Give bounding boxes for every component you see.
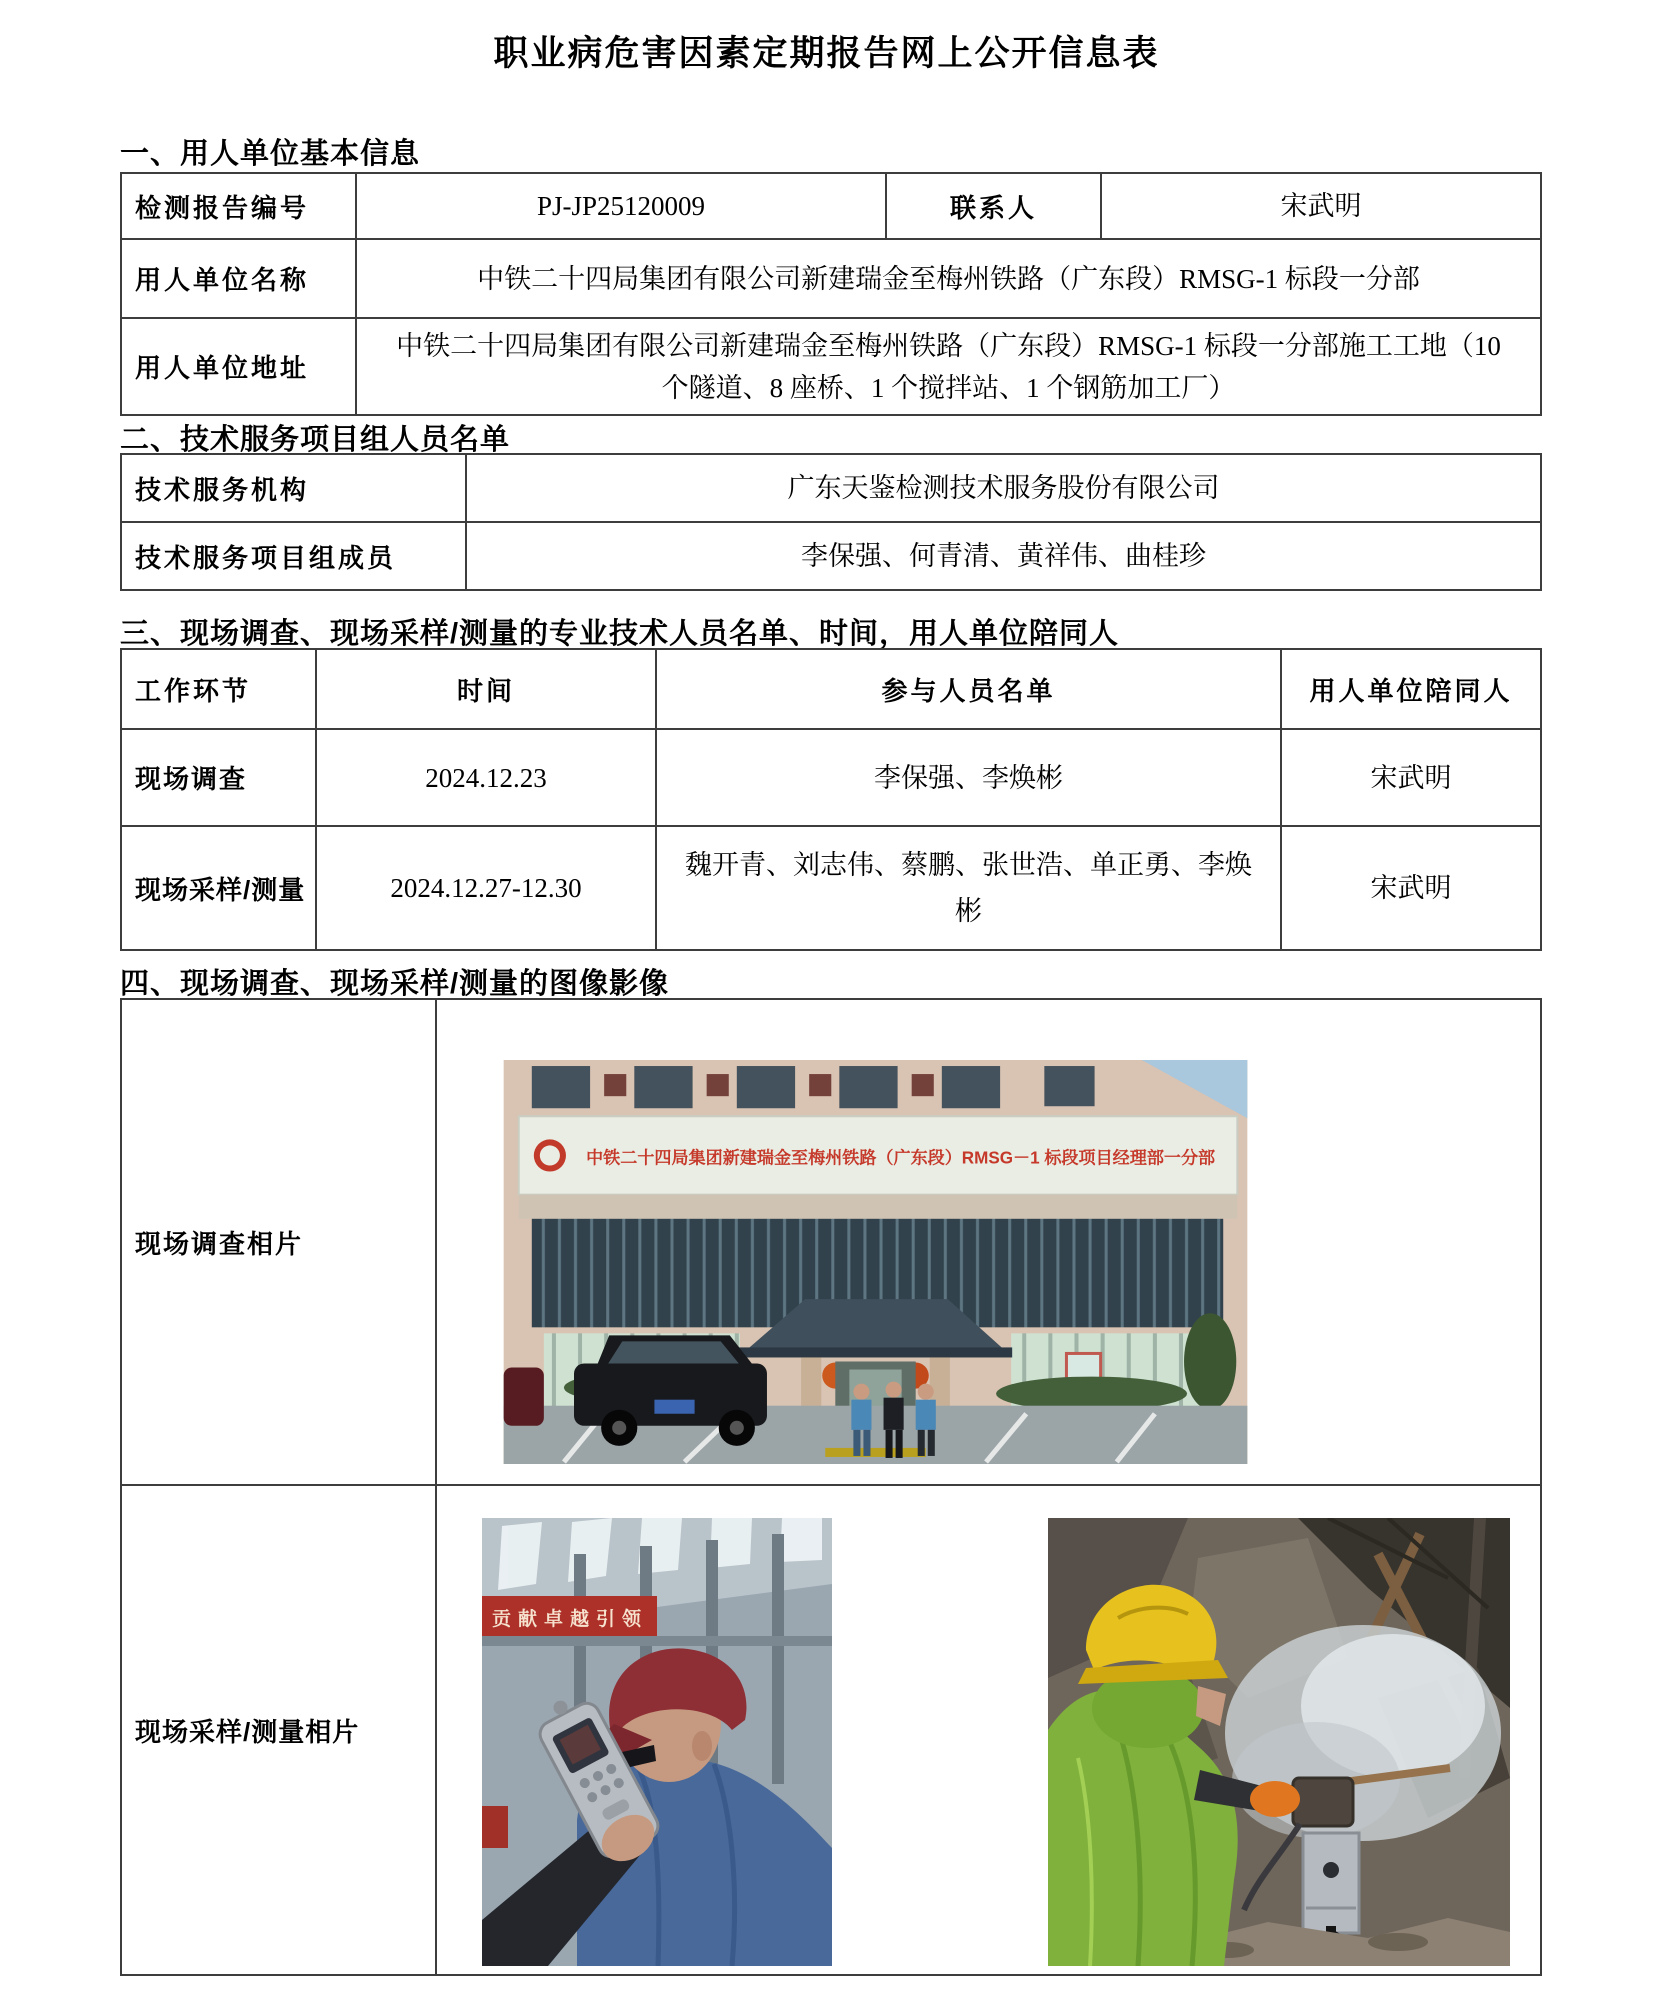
table-header-row bbox=[121, 649, 1541, 729]
sampling-photo-label: 现场采样/测量相片 bbox=[121, 1485, 436, 1975]
table-row bbox=[121, 729, 1541, 826]
workshop-banner-text: 贡献卓越引领 bbox=[491, 1609, 649, 1630]
service-org-value: 广东天鉴检测技术服务股份有限公司 bbox=[466, 454, 1541, 522]
employer-name-label: 用人单位名称 bbox=[121, 239, 356, 318]
survey-photo-label: 现场调查相片 bbox=[121, 999, 436, 1485]
site-survey-photo bbox=[503, 1060, 1248, 1464]
table-row bbox=[121, 239, 1541, 318]
table-row bbox=[121, 173, 1541, 239]
contact-label: 联系人 bbox=[886, 173, 1101, 239]
survey-photo-cell bbox=[436, 999, 1541, 1485]
table-row bbox=[121, 454, 1541, 522]
col-header-step: 工作环节 bbox=[121, 649, 316, 729]
row-people: 李保强、李焕彬 bbox=[656, 729, 1281, 826]
workshop-measurement-photo bbox=[482, 1518, 832, 1966]
table-row bbox=[121, 826, 1541, 950]
building-photo-illustration bbox=[503, 1060, 1248, 1464]
contact-value: 宋武明 bbox=[1101, 173, 1541, 239]
section1-heading: 一、用人单位基本信息 bbox=[120, 138, 421, 170]
report-no-value: PJ-JP25120009 bbox=[356, 173, 886, 239]
row-step: 现场采样/测量 bbox=[121, 826, 316, 950]
employer-address-value: 中铁二十四局集团有限公司新建瑞金至梅州铁路（广东段）RMSG-1 标段一分部施工工地（10 个隧道、8 座桥、1 个搅拌站、1 个钢筋加工厂） bbox=[356, 318, 1541, 415]
employer-name-value: 中铁二十四局集团有限公司新建瑞金至梅州铁路（广东段）RMSG-1 标段一分部 bbox=[356, 239, 1541, 318]
service-members-value: 李保强、何青清、黄祥伟、曲桂珍 bbox=[466, 522, 1541, 590]
row-people: 魏开青、刘志伟、蔡鹏、张世浩、单正勇、李焕彬 bbox=[656, 826, 1281, 950]
workshop-photo-illustration bbox=[482, 1518, 832, 1966]
report-no-label: 检测报告编号 bbox=[121, 173, 356, 239]
tunnel-photo-illustration bbox=[1048, 1518, 1510, 1966]
row-time: 2024.12.23 bbox=[316, 729, 656, 826]
col-header-people: 参与人员名单 bbox=[656, 649, 1281, 729]
tunnel-measurement-photo bbox=[1048, 1518, 1510, 1966]
service-members-label: 技术服务项目组成员 bbox=[121, 522, 466, 590]
sampling-photo-cell bbox=[436, 1485, 1541, 1975]
row-escort: 宋武明 bbox=[1281, 729, 1541, 826]
row-step: 现场调查 bbox=[121, 729, 316, 826]
row-escort: 宋武明 bbox=[1281, 826, 1541, 950]
col-header-escort: 用人单位陪同人 bbox=[1281, 649, 1541, 729]
service-team-table bbox=[120, 453, 1542, 591]
section4-heading: 四、现场调查、现场采样/测量的图像影像 bbox=[120, 968, 670, 1000]
employer-info-table bbox=[120, 172, 1542, 416]
table-row bbox=[121, 999, 1541, 1485]
col-header-time: 时间 bbox=[316, 649, 656, 729]
section2-heading: 二、技术服务项目组人员名单 bbox=[120, 424, 511, 456]
building-banner-text: 中铁二十四局集团新建瑞金至梅州铁路（广东段）RMSG－1 标段项目经理部一分部 bbox=[586, 1148, 1216, 1168]
row-time: 2024.12.27-12.30 bbox=[316, 826, 656, 950]
page-title: 职业病危害因素定期报告网上公开信息表 bbox=[493, 34, 1160, 73]
photo-table bbox=[120, 998, 1542, 1976]
table-row bbox=[121, 522, 1541, 590]
personnel-schedule-table bbox=[120, 648, 1542, 951]
service-org-label: 技术服务机构 bbox=[121, 454, 466, 522]
employer-address-label: 用人单位地址 bbox=[121, 318, 356, 415]
section3-heading: 三、现场调查、现场采样/测量的专业技术人员名单、时间，用人单位陪同人 bbox=[120, 618, 1120, 650]
table-row bbox=[121, 1485, 1541, 1975]
table-row bbox=[121, 318, 1541, 415]
